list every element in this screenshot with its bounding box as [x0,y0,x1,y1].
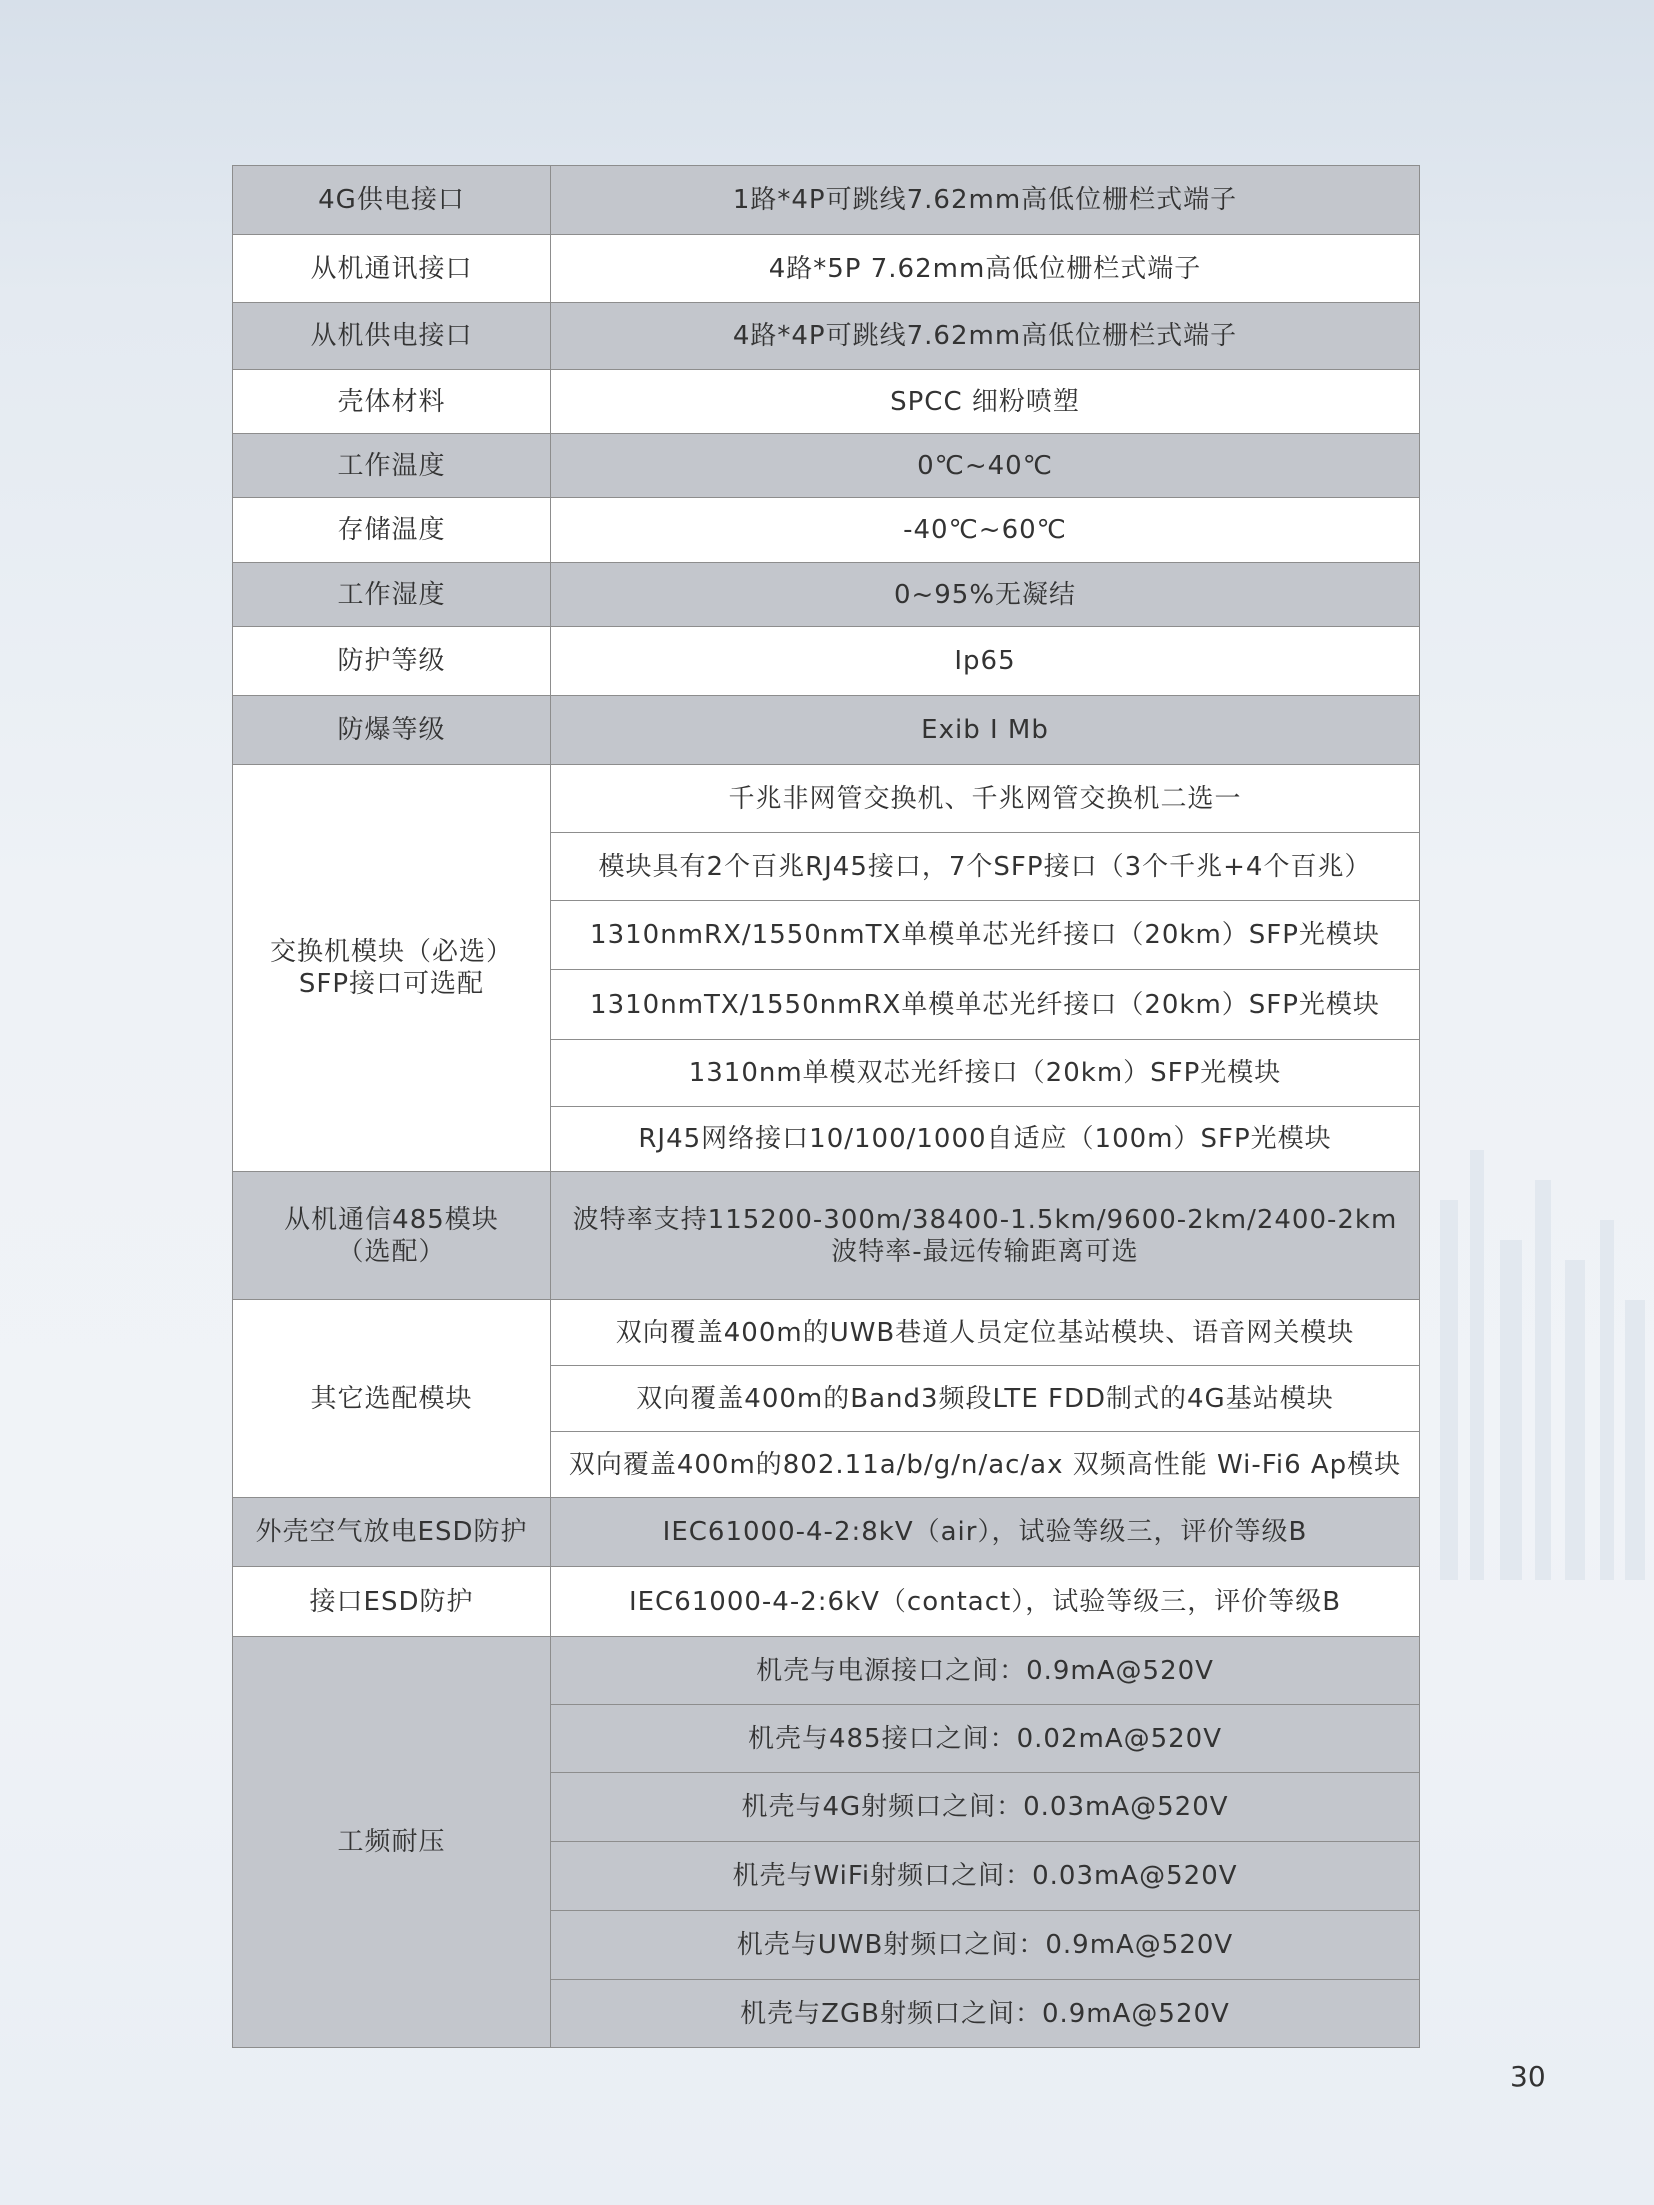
rs485-label [233,1172,551,1300]
table-row [233,627,1420,696]
table-row [233,434,1420,498]
row-value: Ip65 [551,627,1420,696]
other-module-item: 双向覆盖400m的Band3频段LTE FDD制式的4G基站模块 [551,1366,1420,1432]
table-row [233,303,1420,370]
withstand-item: 机壳与WiFi射频口之间：0.03mA@520V [551,1842,1420,1911]
row-label: 壳体材料 [233,370,551,434]
rs485-value-line1: 波特率支持115200-300m/38400-1.5km/9600-2km/2400-2km [572,1204,1398,1235]
rs485-label-line1: 从机通信485模块 [284,1204,499,1235]
switch-module-label-line1: 交换机模块（必选） [269,937,513,967]
withstand-item: 机壳与ZGB射频口之间：0.9mA@520V [551,1980,1420,2048]
other-modules-label: 其它选配模块 [233,1300,551,1498]
switch-module-item: RJ45网络接口10/100/1000自适应（100m）SFP光模块 [551,1107,1420,1172]
row-label: 工作湿度 [233,563,551,627]
other-module-item: 双向覆盖400m的UWB巷道人员定位基站模块、语音网关模块 [551,1300,1420,1366]
row-value: IEC61000-4-2:6kV（contact），试验等级三，评价等级B [551,1567,1420,1637]
row-value: -40℃~60℃ [551,498,1420,563]
rs485-label-line2: （选配） [337,1236,446,1267]
switch-module-label-line2: SFP接口可选配 [298,969,485,999]
row-label: 存储温度 [233,498,551,563]
withstand-label: 工频耐压 [233,1637,551,2048]
table-row [233,166,1420,235]
table-row [233,1498,1420,1567]
row-label: 防护等级 [233,627,551,696]
rs485-value-line2: 波特率-最远传输距离可选 [831,1236,1139,1267]
row-value: 0~95%无凝结 [551,563,1420,627]
withstand-item: 机壳与485接口之间：0.02mA@520V [551,1705,1420,1773]
row-label: 从机供电接口 [233,303,551,370]
row-label: 从机通讯接口 [233,235,551,303]
withstand-item: 机壳与电源接口之间：0.9mA@520V [551,1637,1420,1705]
row-value: 1路*4P可跳线7.62mm高低位栅栏式端子 [551,166,1420,235]
table-row [233,563,1420,627]
row-value: 0℃~40℃ [551,434,1420,498]
switch-module-label [233,765,551,1172]
switch-module-item: 模块具有2个百兆RJ45接口，7个SFP接口（3个千兆+4个百兆） [551,833,1420,901]
switch-module-item: 千兆非网管交换机、千兆网管交换机二选一 [551,765,1420,833]
spec-table [232,165,1420,2048]
switch-module-item: 1310nmTX/1550nmRX单模单芯光纤接口（20km）SFP光模块 [551,970,1420,1040]
row-value: IEC61000-4-2:8kV（air），试验等级三，评价等级B [551,1498,1420,1567]
row-value: 4路*4P可跳线7.62mm高低位栅栏式端子 [551,303,1420,370]
table-row [233,370,1420,434]
withstand-item: 机壳与UWB射频口之间：0.9mA@520V [551,1911,1420,1980]
table-row [233,765,1420,833]
table-row [233,1637,1420,1705]
table-row [233,1172,1420,1300]
row-value: Exib I Mb [551,696,1420,765]
row-label: 防爆等级 [233,696,551,765]
row-value: SPCC 细粉喷塑 [551,370,1420,434]
table-row [233,1300,1420,1366]
page-number: 30 [1510,2060,1546,2093]
withstand-item: 机壳与4G射频口之间：0.03mA@520V [551,1773,1420,1842]
row-label: 外壳空气放电ESD防护 [233,1498,551,1567]
table-row [233,696,1420,765]
switch-module-item: 1310nmRX/1550nmTX单模单芯光纤接口（20km）SFP光模块 [551,901,1420,970]
table-row [233,235,1420,303]
row-label: 工作温度 [233,434,551,498]
rs485-value [551,1172,1420,1300]
table-row [233,1567,1420,1637]
other-module-item: 双向覆盖400m的802.11a/b/g/n/ac/ax 双频高性能 Wi-Fi6 Ap模块 [551,1432,1420,1498]
row-label: 接口ESD防护 [233,1567,551,1637]
switch-module-item: 1310nm单模双芯光纤接口（20km）SFP光模块 [551,1040,1420,1107]
table-row [233,498,1420,563]
row-label: 4G供电接口 [233,166,551,235]
row-value: 4路*5P 7.62mm高低位栅栏式端子 [551,235,1420,303]
